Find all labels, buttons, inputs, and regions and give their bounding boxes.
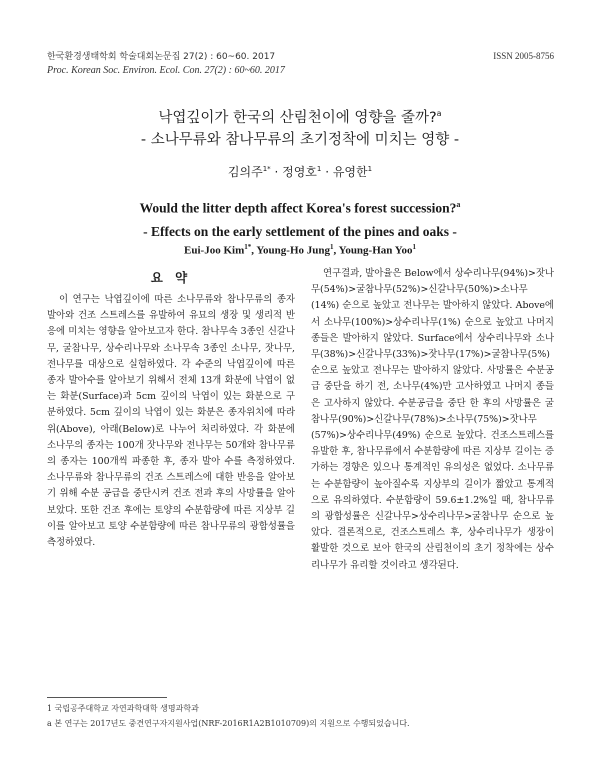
issn: ISSN 2005-8756 [493, 51, 554, 61]
abstract-heading: 요 약 [150, 270, 192, 285]
abstract-paragraph-2: 연구결과, 발아율은 Below에서 상수리나무(94%)>잣나무(54%)>굴참나무(52%)>신갈나무(50%)>소나무(14%) 순으로 높았고 전나무는 발아하지 않았다. Above에서 소나무(100%)>상수리나무(1%) 순으로 높았고 나머지 종들은 발아하지 않았다. Surface에서 상수리나무와 소나무(38%)>신갈나무(33%)>잣나무(17%)>굴참나무(5%) 순으로 높았고 전나무는 발아하지 않았다. 사망률은 수분공급 중단을 하기 전, 소나무(4%)만 고사하였고 나머지 종들은 고사하지 않았다. 수분공급을 중단 한 후의 사망률은 굴참나무(90%)>신갈나무(78%)>소나무(75%)>잣나무(57%)>상수리나무(49%) 순으로 높았다. 건조스트레스를 유발한 후, 참나무류에서 수분함량에 따른 지상부 길이는 증가하는 경향은 있으나 통계적인 유의성은 없었다. 소나무류는 수분함량이 높아질수록 지상부의 길이가 짧았고 통계적으로 유의하였다. 수분함량이 59.6±1.2%일 때, 참나무류의 광합성률은 신갈나무>상수리나무>굴참나무 순으로 높았다. 결론적으로, 건조스트레스 후, 상수리나무가 생장이 활발한 것으로 보아 한국의 산림천이의 초기 정착에는 상수리나무가 유리할 것이라고 생각된다. [311, 268, 554, 571]
footnotes [47, 701, 410, 731]
title-korean [0, 103, 600, 151]
authors-english: Eui-Joo Kim$^{1*}$, Young-Ho Jung$^1$, Young-Han Yoo$^1$ [184, 243, 416, 257]
title-en-line1: Would the litter depth affect Korea's forest succession?$^a$ [139, 200, 461, 216]
journal-citation-ko: 한국환경생태학회 학술대회논문집 27(2) : 60~60. 2017 [47, 52, 276, 62]
journal-header [47, 51, 285, 77]
title-ko-line1: 낙엽깊이가 한국의 산림천이에 영향을 줄까?$^a$ [158, 109, 442, 126]
abstract-column-right [311, 266, 554, 574]
authors-korean: 김의주$^{1*}$ · 정영호$^1$ · 유영한$^1$ [227, 165, 373, 179]
footnote-affiliation: 1 국립공주대학교 자연과학대학 생명과학과 [47, 704, 199, 713]
title-english [0, 193, 600, 243]
title-ko-subtitle: - 소나무류와 참나무류의 초기정착에 미치는 영향 - [140, 131, 460, 148]
abstract-paragraph-1: 이 연구는 낙엽깊이에 따른 소나무류와 참나무류의 종자 발아와 건조 스트레스를 유발하여 유묘의 생장 및 생리적 반응에 미치는 영향을 알아보고자 한다. 참나무속 3종인 신갈나무, 굴참나무, 상수리나무와 소나무속 3종인 소나무, 잣나무, 전나무를 대상으로 실험하였다. 각 수준의 낙엽깊이에 따른 종자 발아수를 알아보기 위해서 전체 13개 화분에 낙엽이 없는 화분(Surface)과 5cm 깊이의 낙엽이 있는 화분으로 구분하였다. 5cm 깊이의 낙엽이 있는 화분은 종자위치에 따라 위(Above), 아래(Below)로 나누어 처리하였다. 각 화분에 소나무의 종자는 100개 잣나무와 전나무는 50개와 참나무류의 종자는 100개씩 파종한 후, 종자 발아 수를 측정하였다. 소나무류와 참나무류의 건조 스트레스에 대한 반응을 알아보기 위해 수분 공급을 중단시켜 건조 전과 후의 사망률을 알아보았다. 또한 건조 후에는 토양의 수분함량에 따른 지상부 길이를 알아보고 토양 수분함량에 따른 참나무류의 광합성률을 측정하였다. [47, 294, 295, 549]
footnote-divider [47, 697, 167, 698]
journal-citation-en: Proc. Korean Soc. Environ. Ecol. Con. 27(2) : 60~60. 2017 [47, 65, 285, 76]
abstract-column-left [47, 292, 295, 551]
title-en-subtitle: - Effects on the early settlement of the pines and oaks - [143, 223, 457, 239]
footnote-funding: a 본 연구는 2017년도 중견연구자지원사업(NRF-2016R1A2B1010709)의 지원으로 수행되었습니다. [47, 719, 410, 728]
